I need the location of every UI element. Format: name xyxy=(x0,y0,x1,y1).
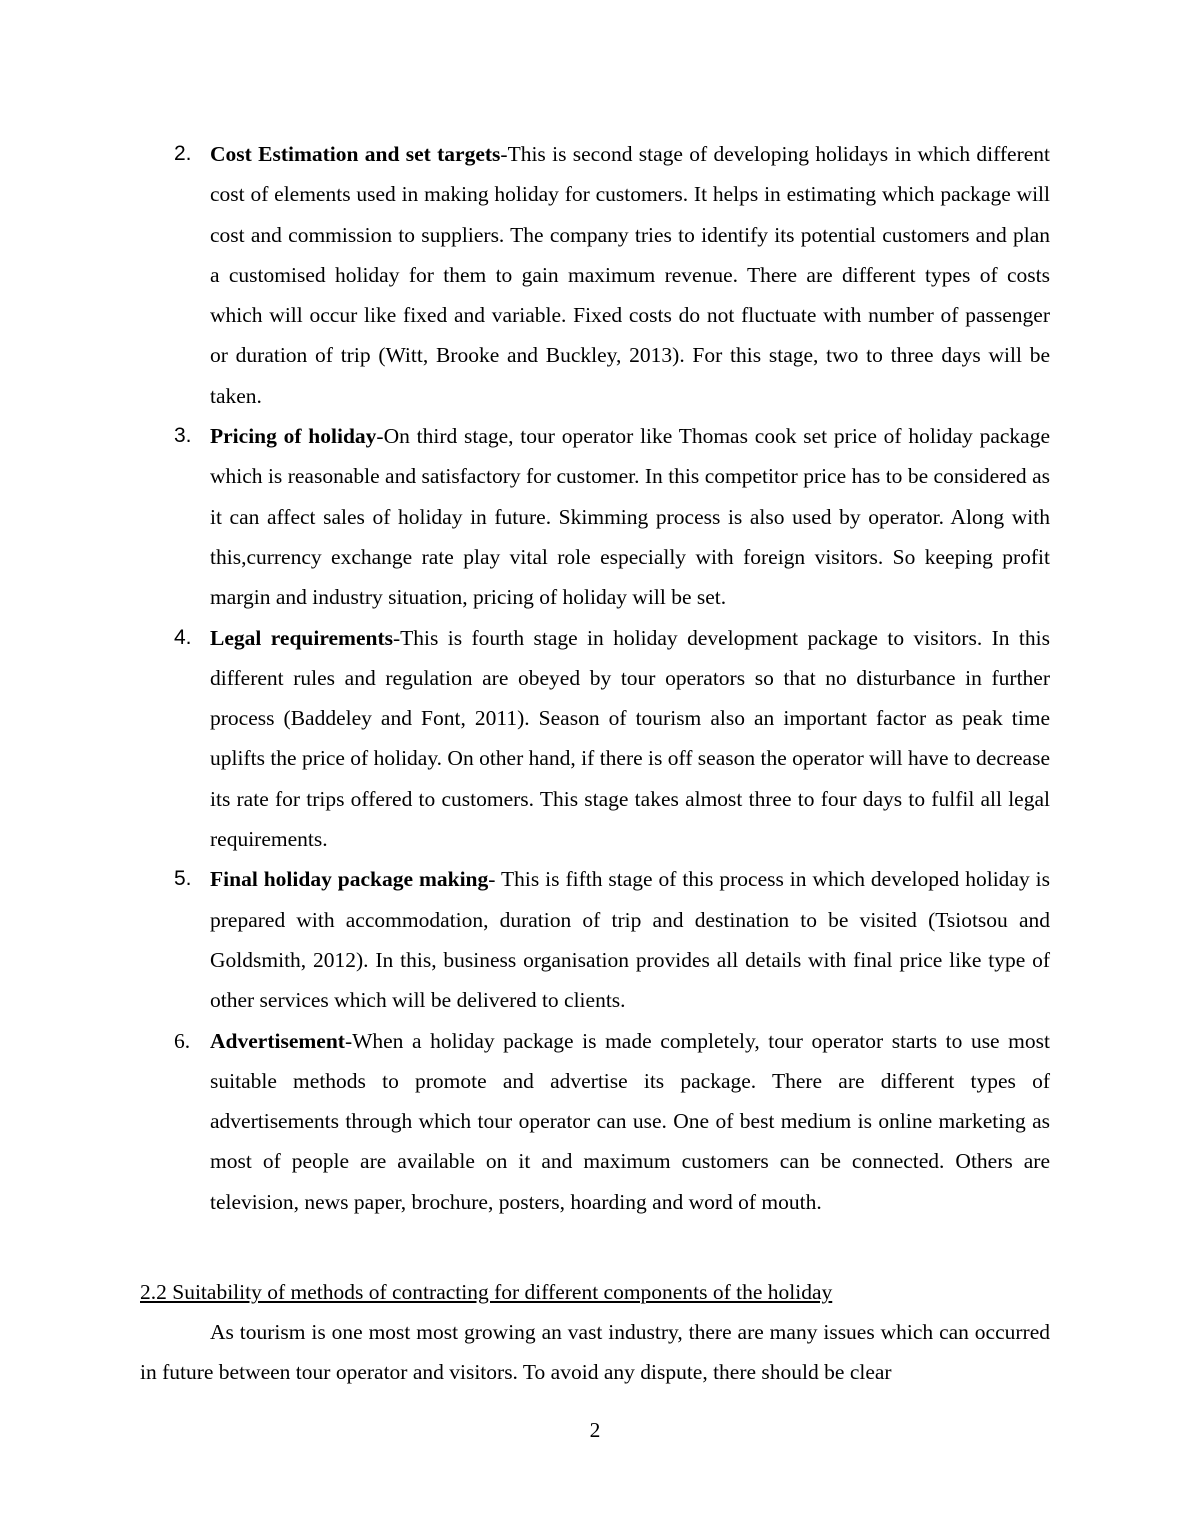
list-item-text: - This is fifth stage of this process in which developed holiday is prepared with accommodation, duration of trip and destination to be visited (Tsiotsou and Goldsmith, 2012). In this, business organisation provides all details with final price like type of other services which will be delivered to clients. xyxy=(210,867,1050,1013)
list-item-number: 5. xyxy=(174,867,192,891)
section-heading: 2.2 Suitability of methods of contracting for different components of the holiday xyxy=(140,1280,833,1304)
list-item-term: Legal requirements xyxy=(210,625,393,650)
list-item-term: Advertisement xyxy=(210,1028,345,1053)
list-item-text: -This is second stage of developing holidays in which different cost of elements used in making holiday for customers. It helps in estimating which package will cost and commission to suppliers. The company tries to identify its potential customers and plan a customised holiday for them to gain maximum revenue. There are different types of costs which will occur like fixed and variable. Fixed costs do not fluctuate with number of passenger or duration of trip (Witt, Brooke and Buckley, 2013). For this stage, two to three days will be taken. xyxy=(210,142,1050,408)
list-item xyxy=(140,859,1050,1020)
list-item-number: 6. xyxy=(174,1028,191,1053)
list-item-number: 2. xyxy=(174,142,192,165)
list-item-term: Cost Estimation and set targets xyxy=(210,142,501,166)
list-item xyxy=(140,618,1050,860)
page-number: 2 xyxy=(589,1418,601,1442)
list-item-term: Final holiday package making xyxy=(210,867,489,892)
list-item-text: -When a holiday package is made completely, tour operator starts to use most suitable methods to promote and advertise its package. There are different types of advertisements through which tour operator can use. One of best medium is online marketing as most of people are available on it and maximum customers can be connected. Others are television, news paper, brochure, posters, hoarding and word of mouth. xyxy=(210,1028,1050,1214)
list-item xyxy=(140,134,1050,416)
list-item-number: 4. xyxy=(174,625,192,649)
section-paragraph: As tourism is one most most growing an vast industry, there are many issues which can occurred in future between tour operator and visitors. To avoid any dispute, there should be clear xyxy=(140,1320,1050,1385)
holiday-development-stages-list xyxy=(140,134,1050,1222)
list-item-term: Pricing of holiday xyxy=(210,424,377,449)
list-item xyxy=(140,416,1050,617)
list-item-number: 3. xyxy=(174,424,192,448)
list-item-text: -On third stage, tour operator like Thomas cook set price of holiday package which is reasonable and satisfactory for customer. In this competitor price has to be considered as it can affect sales of holiday in future. Skimming process is also used by operator. Along with this,currency exchange rate play vital role especially with foreign visitors. So keeping profit margin and industry situation, pricing of holiday will be set. xyxy=(210,424,1050,610)
list-item-text: -This is fourth stage in holiday development package to visitors. In this different rules and regulation are obeyed by tour operators so that no disturbance in further process (Baddeley and Font, 2011). Season of tourism also an important factor as peak time uplifts the price of holiday. On other hand, if there is off season the operator will have to decrease its rate for trips offered to customers. This stage takes almost three to four days to fulfil all legal requirements. xyxy=(210,625,1051,852)
list-item xyxy=(140,1021,1050,1222)
